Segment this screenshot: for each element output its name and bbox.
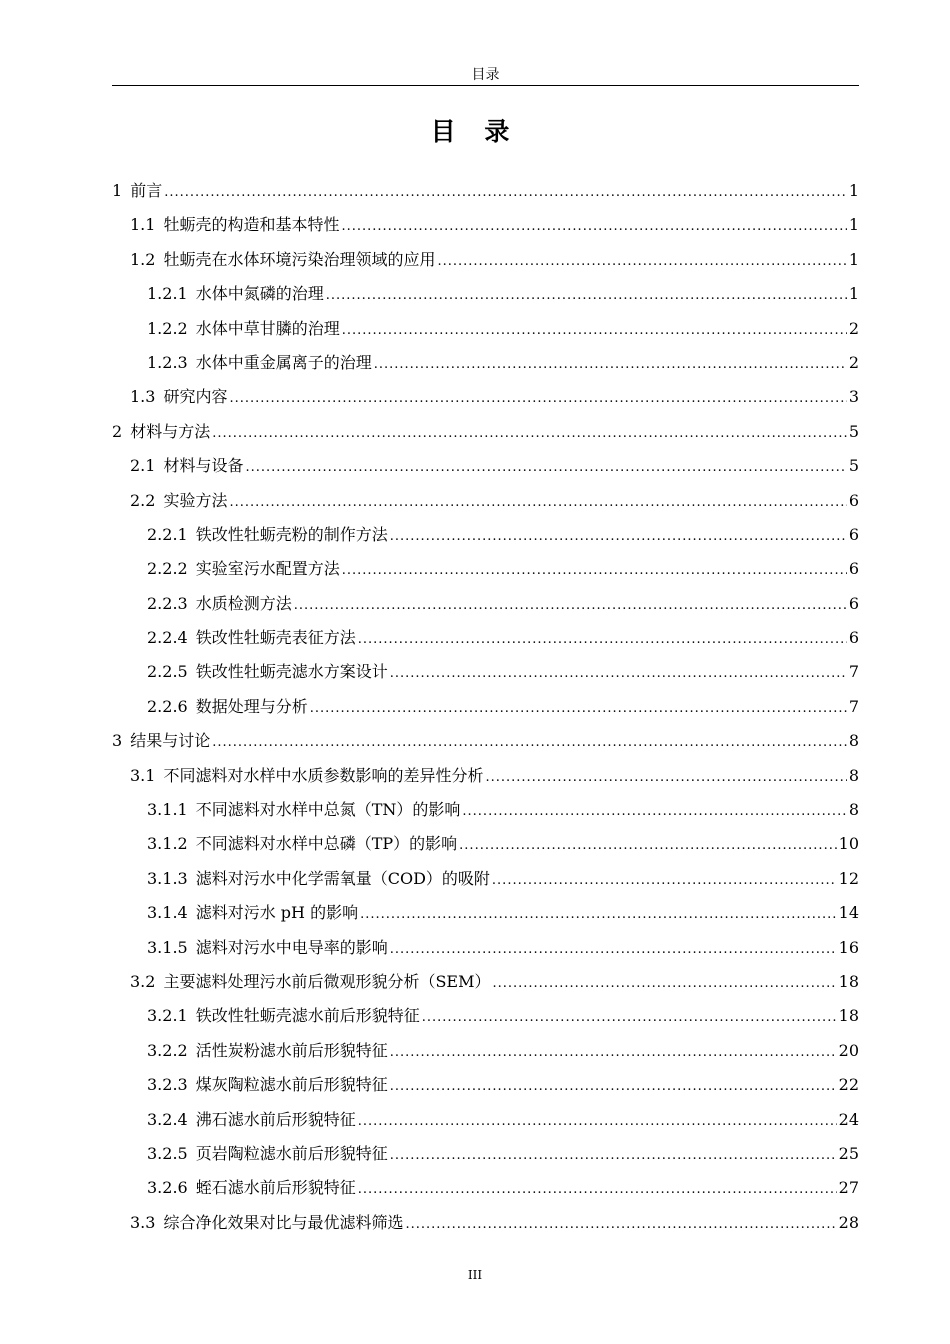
toc-entry[interactable] bbox=[112, 174, 859, 208]
toc-dot-leader bbox=[374, 348, 847, 380]
toc-entry[interactable] bbox=[112, 415, 859, 449]
toc-entry-page: 5 bbox=[848, 421, 859, 441]
toc-entry-title: 滤料对污水中化学需氧量（COD）的吸附 bbox=[195, 868, 490, 888]
toc-entry-page: 24 bbox=[838, 1109, 859, 1129]
toc-entry-number: 3.2 bbox=[130, 971, 156, 991]
toc-dot-leader bbox=[164, 176, 847, 208]
toc-entry[interactable] bbox=[112, 724, 859, 758]
toc-entry-number: 2.2 bbox=[130, 490, 156, 510]
toc-entry-page: 7 bbox=[848, 696, 859, 716]
toc-entry[interactable] bbox=[112, 793, 859, 827]
toc-entry-page: 25 bbox=[838, 1143, 859, 1163]
toc-dot-leader bbox=[422, 1001, 837, 1033]
toc-entry-page: 18 bbox=[838, 971, 859, 991]
toc-entry-number: 3.2.2 bbox=[147, 1040, 188, 1060]
toc-entry[interactable] bbox=[112, 965, 859, 999]
toc-entry-title: 滤料对污水中电导率的影响 bbox=[195, 937, 388, 957]
toc-entry-title: 不同滤料对水样中总氮（TN）的影响 bbox=[195, 800, 461, 820]
toc-dot-leader bbox=[229, 382, 846, 414]
toc-entry-title: 铁改性牡蛎壳表征方法 bbox=[195, 628, 356, 648]
toc-entry-title: 水体中草甘膦的治理 bbox=[195, 318, 340, 338]
toc-entry-number: 3.1.1 bbox=[147, 800, 188, 820]
toc-entry-title: 滤料对污水 pH 的影响 bbox=[195, 903, 359, 923]
toc-dot-leader bbox=[342, 554, 847, 586]
toc-entry-title: 蛭石滤水前后形貌特征 bbox=[195, 1178, 356, 1198]
toc-entry-number: 3.2.1 bbox=[147, 1006, 188, 1026]
toc-entry-number: 3.3 bbox=[130, 1212, 156, 1232]
toc-entry[interactable] bbox=[112, 587, 859, 621]
toc-dot-leader bbox=[390, 1139, 837, 1171]
toc-dot-leader bbox=[212, 417, 847, 449]
toc-entry-title: 活性炭粉滤水前后形貌特征 bbox=[195, 1040, 388, 1060]
toc-entry[interactable] bbox=[112, 243, 859, 277]
toc-entry-number: 2.1 bbox=[130, 456, 156, 476]
toc-entry-title: 水体中氮磷的治理 bbox=[195, 284, 324, 304]
toc-entry-page: 6 bbox=[848, 490, 859, 510]
toc-entry[interactable] bbox=[112, 312, 859, 346]
toc-entry-number: 2.2.1 bbox=[147, 524, 188, 544]
toc-entry[interactable] bbox=[112, 1103, 859, 1137]
toc-entry-page: 2 bbox=[848, 318, 859, 338]
toc-entry-title: 煤灰陶粒滤水前后形貌特征 bbox=[195, 1075, 388, 1095]
toc-entry-title: 实验室污水配置方法 bbox=[195, 559, 340, 579]
toc-dot-leader bbox=[390, 520, 847, 552]
toc-dot-leader bbox=[358, 1105, 837, 1137]
toc-entry[interactable] bbox=[112, 759, 859, 793]
toc-dot-leader bbox=[462, 795, 846, 827]
toc-dot-leader bbox=[390, 657, 847, 689]
toc-entry-number: 3.1.2 bbox=[147, 834, 188, 854]
toc-entry-page: 7 bbox=[848, 662, 859, 682]
toc-dot-leader bbox=[405, 1208, 836, 1240]
toc-dot-leader bbox=[390, 933, 837, 965]
toc-entry-title: 研究内容 bbox=[163, 387, 228, 407]
toc-entry[interactable] bbox=[112, 655, 859, 689]
toc-entry-number: 2.2.4 bbox=[147, 628, 188, 648]
toc-entry[interactable] bbox=[112, 552, 859, 586]
toc-entry-title: 实验方法 bbox=[163, 490, 228, 510]
toc-dot-leader bbox=[485, 761, 846, 793]
toc-entry-number: 1.2.1 bbox=[147, 284, 188, 304]
toc-entry-title: 前言 bbox=[130, 181, 163, 200]
toc-entry[interactable] bbox=[112, 1068, 859, 1102]
toc-dot-leader bbox=[326, 279, 847, 311]
toc-entry-title: 铁改性牡蛎壳粉的制作方法 bbox=[195, 524, 388, 544]
toc-dot-leader bbox=[212, 726, 847, 758]
toc-entry-number: 3.2.4 bbox=[147, 1109, 188, 1129]
toc-entry-title: 水体中重金属离子的治理 bbox=[195, 352, 372, 372]
toc-dot-leader bbox=[390, 1036, 837, 1068]
toc-dot-leader bbox=[358, 1173, 837, 1205]
toc-entry-number: 1.2 bbox=[130, 249, 156, 269]
toc-entry-page: 1 bbox=[848, 215, 859, 235]
toc-entry-title: 牡蛎壳的构造和基本特性 bbox=[163, 215, 340, 235]
page-title: 目 录 bbox=[430, 117, 520, 146]
toc-entry[interactable] bbox=[112, 380, 859, 414]
toc-dot-leader bbox=[294, 589, 847, 621]
header-rule bbox=[112, 85, 859, 86]
toc-entry-page: 1 bbox=[848, 181, 859, 200]
toc-entry[interactable] bbox=[112, 518, 859, 552]
toc-entry-title: 水质检测方法 bbox=[195, 593, 292, 613]
toc-entry-number: 3.1.3 bbox=[147, 868, 188, 888]
toc-dot-leader bbox=[341, 210, 846, 242]
toc-entry-number: 3.1 bbox=[130, 765, 156, 785]
toc-entry[interactable] bbox=[112, 621, 859, 655]
toc-entry-title: 牡蛎壳在水体环境污染治理领域的应用 bbox=[163, 249, 436, 269]
toc-entry-title: 数据处理与分析 bbox=[195, 696, 308, 716]
toc-dot-leader bbox=[492, 967, 836, 999]
toc-entry[interactable] bbox=[112, 1171, 859, 1205]
toc-dot-leader bbox=[459, 829, 836, 861]
toc-entry-title: 综合净化效果对比与最优滤料筛选 bbox=[163, 1212, 404, 1232]
toc-entry-title: 页岩陶粒滤水前后形貌特征 bbox=[195, 1143, 388, 1163]
toc-entry-page: 8 bbox=[848, 800, 859, 820]
toc-entry[interactable] bbox=[112, 277, 859, 311]
toc-entry-page: 14 bbox=[838, 903, 859, 923]
toc-entry-page: 3 bbox=[848, 387, 859, 407]
toc-entry-page: 6 bbox=[848, 628, 859, 648]
toc-entry-number: 2.2.2 bbox=[147, 559, 188, 579]
toc-entry-number: 2.2.6 bbox=[147, 696, 188, 716]
table-of-contents bbox=[112, 174, 859, 1240]
toc-entry-page: 16 bbox=[838, 937, 859, 957]
toc-entry-number: 3 bbox=[112, 731, 123, 751]
toc-dot-leader bbox=[360, 898, 837, 930]
toc-entry[interactable] bbox=[112, 208, 859, 242]
toc-entry[interactable] bbox=[112, 999, 859, 1033]
toc-entry-number: 3.1.4 bbox=[147, 903, 188, 923]
toc-entry-title: 材料与方法 bbox=[130, 421, 211, 441]
toc-entry-number: 1.1 bbox=[130, 215, 156, 235]
toc-entry-page: 8 bbox=[848, 765, 859, 785]
toc-entry-number: 3.1.5 bbox=[147, 937, 188, 957]
toc-entry-page: 6 bbox=[848, 593, 859, 613]
toc-entry-title: 铁改性牡蛎壳滤水方案设计 bbox=[195, 662, 388, 682]
toc-entry[interactable] bbox=[112, 1034, 859, 1068]
toc-entry[interactable] bbox=[112, 1206, 859, 1240]
toc-entry-number: 1.3 bbox=[130, 387, 156, 407]
toc-entry-title: 结果与讨论 bbox=[130, 731, 211, 751]
toc-entry-title: 材料与设备 bbox=[163, 456, 244, 476]
toc-entry-number: 1.2.2 bbox=[147, 318, 188, 338]
toc-entry-number: 2 bbox=[112, 421, 123, 441]
toc-entry-number: 3.2.3 bbox=[147, 1075, 188, 1095]
toc-entry[interactable] bbox=[112, 690, 859, 724]
toc-entry-page: 1 bbox=[848, 284, 859, 304]
toc-entry-number: 3.2.5 bbox=[147, 1143, 188, 1163]
toc-dot-leader bbox=[437, 245, 846, 277]
toc-dot-leader bbox=[390, 1070, 837, 1102]
toc-entry[interactable] bbox=[112, 449, 859, 483]
running-header: 目录 bbox=[471, 67, 500, 83]
toc-entry-number: 1 bbox=[112, 181, 123, 200]
toc-entry-number: 1.2.3 bbox=[147, 352, 188, 372]
toc-dot-leader bbox=[245, 451, 846, 483]
toc-entry-title: 主要滤料处理污水前后微观形貌分析（SEM） bbox=[163, 971, 491, 991]
toc-entry-page: 27 bbox=[838, 1178, 859, 1198]
toc-dot-leader bbox=[492, 864, 837, 896]
toc-entry-page: 6 bbox=[848, 559, 859, 579]
toc-dot-leader bbox=[229, 486, 846, 518]
toc-entry-page: 22 bbox=[838, 1075, 859, 1095]
toc-entry-page: 10 bbox=[838, 834, 859, 854]
toc-entry-page: 5 bbox=[848, 456, 859, 476]
toc-entry-title: 沸石滤水前后形貌特征 bbox=[195, 1109, 356, 1129]
toc-entry-page: 1 bbox=[848, 249, 859, 269]
toc-entry-title: 不同滤料对水样中总磷（TP）的影响 bbox=[195, 834, 458, 854]
toc-entry[interactable] bbox=[112, 827, 859, 861]
toc-entry-page: 2 bbox=[848, 352, 859, 372]
toc-entry-page: 18 bbox=[838, 1006, 859, 1026]
toc-entry-title: 不同滤料对水样中水质参数影响的差异性分析 bbox=[163, 765, 484, 785]
toc-entry[interactable] bbox=[112, 931, 859, 965]
toc-entry-page: 8 bbox=[848, 731, 859, 751]
toc-entry-number: 2.2.5 bbox=[147, 662, 188, 682]
toc-entry-number: 2.2.3 bbox=[147, 593, 188, 613]
toc-entry[interactable] bbox=[112, 862, 859, 896]
toc-dot-leader bbox=[310, 692, 847, 724]
page-number: III bbox=[467, 1268, 483, 1282]
toc-entry-title: 铁改性牡蛎壳滤水前后形貌特征 bbox=[195, 1006, 420, 1026]
toc-entry-page: 6 bbox=[848, 524, 859, 544]
toc-entry-page: 28 bbox=[838, 1212, 859, 1232]
toc-dot-leader bbox=[358, 623, 847, 655]
toc-entry-page: 12 bbox=[838, 868, 859, 888]
toc-entry-number: 3.2.6 bbox=[147, 1178, 188, 1198]
toc-dot-leader bbox=[342, 314, 847, 346]
toc-entry[interactable] bbox=[112, 896, 859, 930]
toc-entry-page: 20 bbox=[838, 1040, 859, 1060]
toc-entry[interactable] bbox=[112, 484, 859, 518]
toc-entry[interactable] bbox=[112, 1137, 859, 1171]
toc-entry[interactable] bbox=[112, 346, 859, 380]
